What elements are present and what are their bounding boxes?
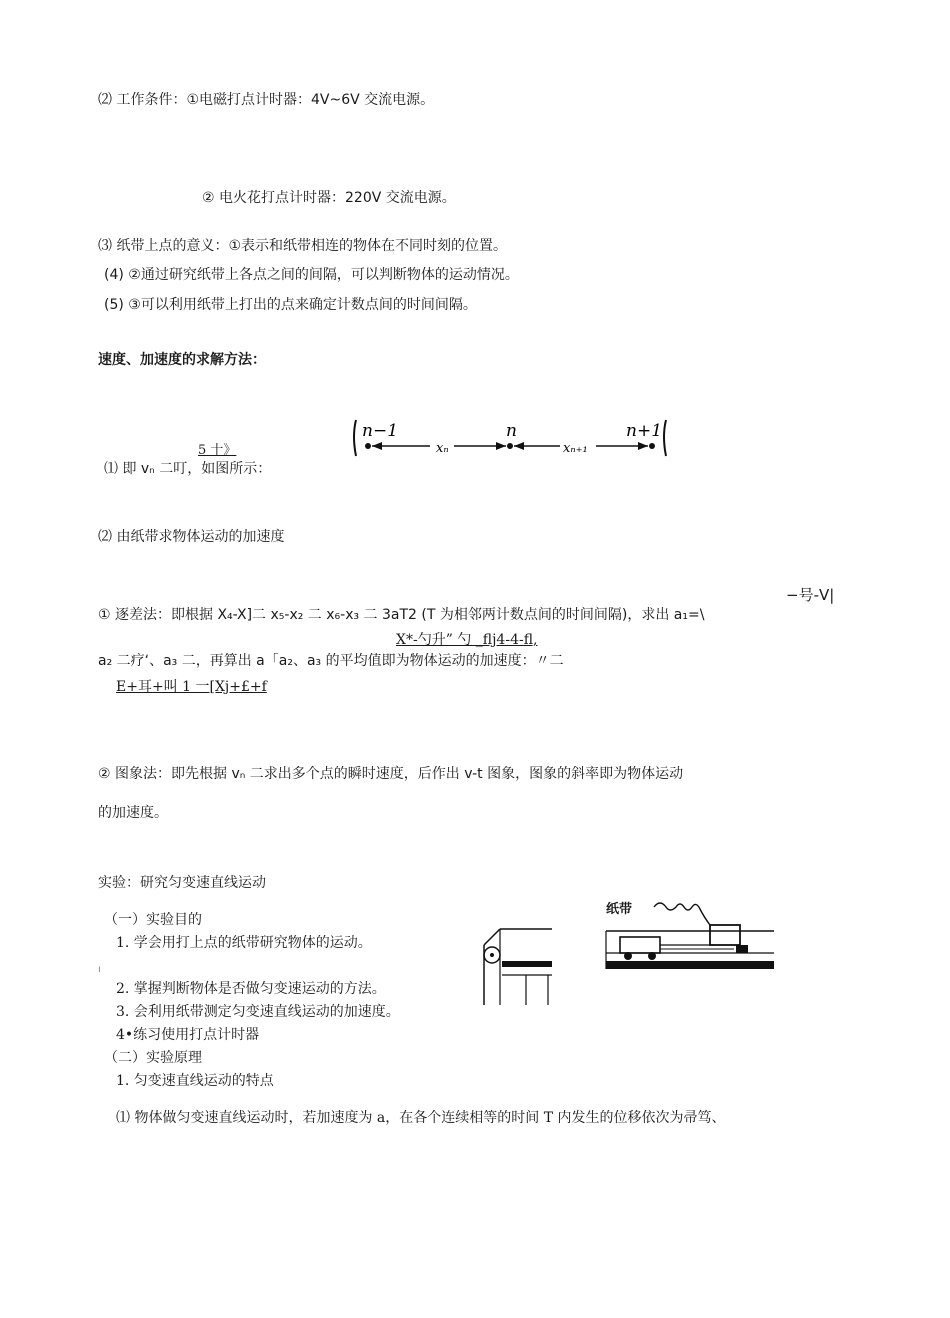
dot-n-plus-1 — [649, 443, 655, 449]
tape-right-edge — [664, 420, 666, 456]
arrowhead-right-2 — [638, 442, 648, 450]
working-conditions-line: ⑵ 工作条件：①电磁打点计时器：4V~6V 交流电源。 — [98, 92, 435, 108]
successive-difference-method: ① 逐差法：即根据 X₄-X]二 x₅-x₂ 二 x₆-x₃ 二 3aT2 (T 为相邻两计数点间的时间间隔)，求出 a₁=\ — [98, 607, 705, 623]
label-x-n1: xₙ₊₁ — [563, 441, 588, 456]
paper-tape-label: 纸带 — [606, 902, 633, 917]
label-x-n: xₙ — [436, 441, 449, 456]
velocity-fraction: 5 十》 — [198, 443, 237, 458]
spark-timer-line: ② 电火花打点计时器：220V 交流电源。 — [202, 190, 456, 206]
arrowhead-left-1 — [372, 442, 382, 450]
dot-n-minus-1 — [365, 443, 371, 449]
purpose-item: 1. 学会用打上点的纸带研究物体的运动。 — [116, 935, 372, 951]
cart-icon — [620, 937, 660, 953]
dot-n — [507, 443, 513, 449]
graph-method: ② 图象法：即先根据 vₙ 二求出多个点的瞬时速度，后作出 v-t 图象，图象的斜率即为物体运动 — [98, 766, 684, 782]
fraction-fragment: −号-V| — [786, 586, 835, 604]
tape-meaning-item-2: (4) ②通过研究纸带上各点之间的间隔，可以判断物体的运动情况。 — [104, 267, 519, 283]
experiment-title: 实验：研究匀变速直线运动 — [98, 875, 266, 891]
tape-meaning-line: ⑶ 纸带上点的意义：①表示和纸带相连的物体在不同时刻的位置。 — [98, 238, 507, 254]
tape-left-edge — [354, 420, 356, 456]
arrowhead-right-1 — [496, 442, 506, 450]
cart-figure — [604, 895, 776, 971]
principle-text: ⑴ 物体做匀变速直线运动时，若加速度为 a，在各个连续相等的时间 T 内发生的位移依次为帚笃、 — [116, 1110, 726, 1126]
purpose-heading: （一）实验目的 — [104, 912, 202, 928]
principle-heading: （二）实验原理 — [104, 1050, 202, 1066]
purpose-item: 2. 掌握判断物体是否做匀变速运动的方法。 — [116, 981, 386, 997]
section-heading: 速度、加速度的求解方法： — [98, 352, 266, 368]
cable-icon — [654, 903, 710, 925]
tape-meaning-item-3: (5) ③可以利用纸带上打出的点来确定计数点间的时间间隔。 — [104, 297, 477, 313]
acceleration-title: ⑵ 由纸带求物体运动的加速度 — [98, 529, 285, 545]
method1-formula: E+耳+叫 1 一[Xj+£+f — [116, 679, 267, 695]
timer-icon — [710, 925, 740, 945]
pulley-figure — [480, 925, 555, 1007]
method1-continuation: a₂ 二疗‘、a₃ 二，再算出 a「a₂、a₃ 的平均值即为物体运动的加速度：〃二 — [98, 653, 564, 669]
stray-mark: ı — [98, 964, 101, 975]
purpose-item: 4•练习使用打点计时器 — [116, 1027, 260, 1043]
velocity-line: ⑴ 即 vₙ 二叮，如图所示： — [104, 461, 272, 477]
principle-item: 1. 匀变速直线运动的特点 — [116, 1073, 274, 1089]
tape-diagram — [350, 416, 672, 460]
purpose-item: 3. 会利用纸带测定匀变速直线运动的加速度。 — [116, 1004, 400, 1020]
label-n: n — [506, 421, 517, 441]
graph-method-continuation: 的加速度。 — [98, 805, 168, 821]
label-n-plus-1: n+1 — [626, 421, 663, 441]
arrowhead-left-2 — [514, 442, 524, 450]
method1-subformula: X*-勺升” 勺 _flj4-4-fl, — [396, 632, 538, 648]
label-n-minus-1: n−1 — [362, 421, 399, 441]
